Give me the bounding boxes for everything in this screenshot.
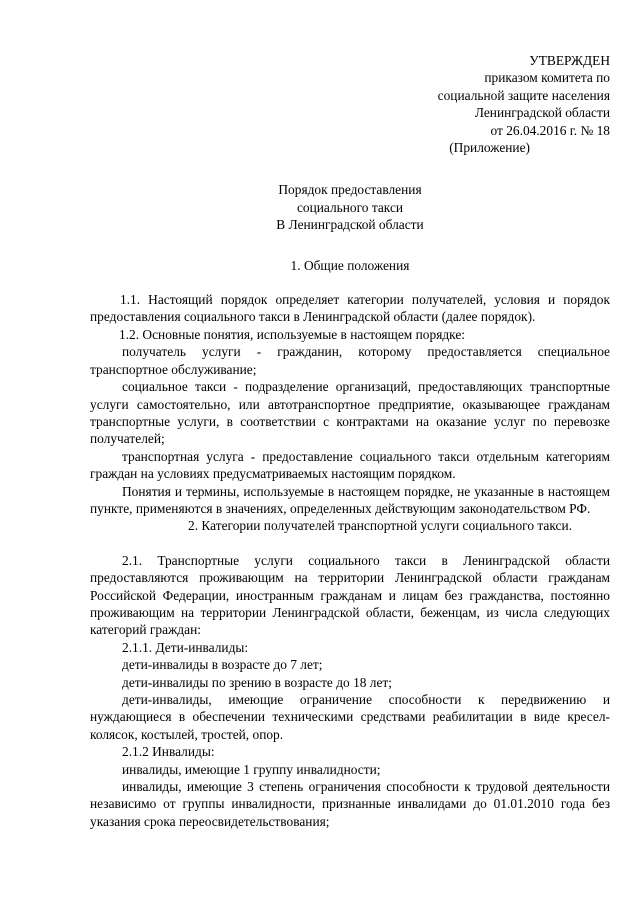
title-line-1: Порядок предоставления	[278, 182, 422, 198]
paragraph-2-1-1: 2.1.1. Дети-инвалиды:	[122, 639, 249, 655]
approval-stamp-block	[90, 52, 610, 156]
paragraph-1-2: 1.2. Основные понятия, используемые в настоящем порядке:	[119, 326, 465, 342]
terms-paragraph: Понятия и термины, используемые в настоящем порядке, не указанные в настоящем пункте, применяются в значениях, определенных действующим законодательством РФ.	[90, 483, 610, 516]
invalids-item-1: инвалиды, имеющие 1 группу инвалидности;	[122, 761, 381, 777]
definition-social-taxi: социальное такси - подразделение организаций, предоставляющих транспортные услуги самостоятельно, или автотранспортное предприятие, оказывающее гражданам транспортные услуги, в соответствии с контрактами на оказание услуг по перевозке получателей;	[90, 379, 610, 447]
approval-status: УТВЕРЖДЕН	[529, 53, 610, 68]
paragraph-2-1-2: 2.1.2 Инвалиды:	[122, 744, 215, 760]
approval-attachment: (Приложение)	[449, 140, 530, 156]
approval-order-number: от 26.04.2016 г. № 18	[490, 122, 610, 138]
definition-recipient: получатель услуги - гражданин, которому предоставляется специальное транспортное обслуживание;	[90, 344, 610, 377]
section-2-heading: 2. Категории получателей транспортной услуги социального такси.	[188, 518, 572, 534]
children-item-2: дети-инвалиды по зрению в возрасте до 18 лет;	[122, 674, 393, 690]
title-line-3: В Ленинградской области	[276, 217, 424, 233]
invalids-item-2: инвалиды, имеющие 3 степень ограничения способности к трудовой деятельности независимо от группы инвалидности, признанные инвалидами до 01.01.2010 года без указания срока переосвидетельствования;	[90, 779, 610, 829]
document-title	[90, 181, 610, 233]
definition-transport-service: транспортная услуга - предоставление социального такси отдельным категориям граждан на условиях предусматриваемых настоящим порядком.	[90, 448, 610, 482]
children-item-3: дети-инвалиды, имеющие ограничение способности к передвижению и нуждающиеся в обеспечении техническими средствами реабилитации в виде кресел-колясок, костылей, тростей, опор.	[90, 692, 610, 742]
paragraph-2-1: 2.1. Транспортные услуги социального такси в Ленинградской области предоставляются проживающим на территории Ленинградской области гражданам Российской Федерации, иностранным гражданам и лицам без гражданства, постоянно проживающим на территории Ленинградской области, беженцам, из числа следующих категорий граждан:	[90, 552, 610, 638]
section-1-heading: 1. Общие положения	[290, 257, 410, 273]
document-page	[90, 52, 610, 830]
approval-line-2: социальной защите населения	[437, 87, 610, 103]
approval-line-1: приказом комитета по	[484, 70, 610, 86]
approval-line-3: Ленинградской области	[474, 105, 610, 121]
paragraph-1-1: 1.1. Настоящий порядок определяет категории получателей, условия и порядок предоставления социального такси в Ленинградской области (далее порядок).	[90, 292, 610, 325]
children-item-1: дети-инвалиды в возрасте до 7 лет;	[122, 657, 323, 673]
title-line-2: социального такси	[296, 199, 404, 215]
